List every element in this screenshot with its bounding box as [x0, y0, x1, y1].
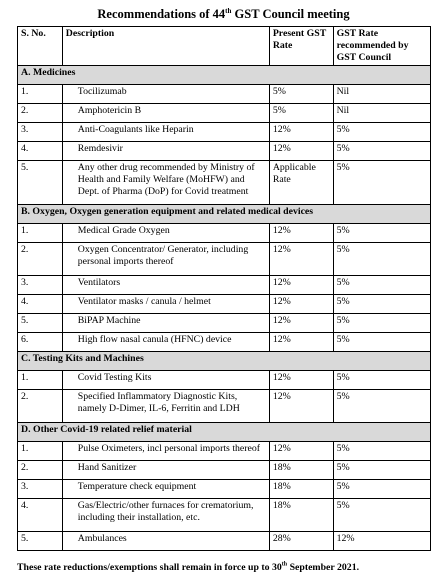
gst-rates-table — [17, 26, 431, 551]
table-row: 2. Specified Inflammatory Diagnostic Kits, namely D-Dimer, IL-6, Ferritin and LDH 12% 5% — [18, 390, 431, 423]
section-header-testing-kits: C. Testing Kits and Machines — [18, 352, 431, 371]
table-row: 2. Hand Sanitizer 18% 5% — [18, 461, 431, 480]
table-row: 4. Gas/Electric/other furnaces for crematorium, including their installation, etc. 18% 5% — [18, 499, 431, 532]
table-row: 1. Medical Grade Oxygen 12% 5% — [18, 224, 431, 243]
table-row: 5. Any other drug recommended by Ministry of Health and Family Welfare (MoHFW) and Dept. of Pharma (DoP) for Covid treatment Applicable Rate 5% — [18, 161, 431, 205]
col-header-present-rate: Present GST Rate — [269, 27, 333, 66]
col-header-sno: S. No. — [18, 27, 63, 66]
col-header-recommended-rate: GST Rate recommended by GST Council — [333, 27, 430, 66]
table-row: 1. Pulse Oximeters, incl personal imports thereof 12% 5% — [18, 442, 431, 461]
table-row: 1. Tocilizumab 5% Nil — [18, 85, 431, 104]
table-header-row — [18, 27, 431, 66]
section-header-oxygen: B. Oxygen, Oxygen generation equipment and related medical devices — [18, 205, 431, 224]
section-header-medicines: A. Medicines — [18, 66, 431, 85]
table-row: 3. Anti-Coagulants like Heparin 12% 5% — [18, 123, 431, 142]
table-row: 5. Ambulances 28% 12% — [18, 532, 431, 551]
col-header-description: Description — [62, 27, 269, 66]
table-row: 3. Temperature check equipment 18% 5% — [18, 480, 431, 499]
table-row: 1. Covid Testing Kits 12% 5% — [18, 371, 431, 390]
table-row: 3. Ventilators 12% 5% — [18, 276, 431, 295]
table-row: 2. Oxygen Concentrator/ Generator, including personal imports thereof 12% 5% — [18, 243, 431, 276]
section-header-relief-material: D. Other Covid-19 related relief material — [18, 423, 431, 442]
table-row: 6. High flow nasal canula (HFNC) device 12% 5% — [18, 333, 431, 352]
validity-note: These rate reductions/exemptions shall remain in force up to 30th September 2021. — [17, 561, 360, 573]
table-row: 2. Amphotericin B 5% Nil — [18, 104, 431, 123]
table-row: 4. Remdesivir 12% 5% — [18, 142, 431, 161]
table-row: 4. Ventilator masks / canula / helmet 12% 5% — [18, 295, 431, 314]
page-title: Recommendations of 44th GST Council meeting — [97, 6, 350, 21]
table-row: 5. BiPAP Machine 12% 5% — [18, 314, 431, 333]
